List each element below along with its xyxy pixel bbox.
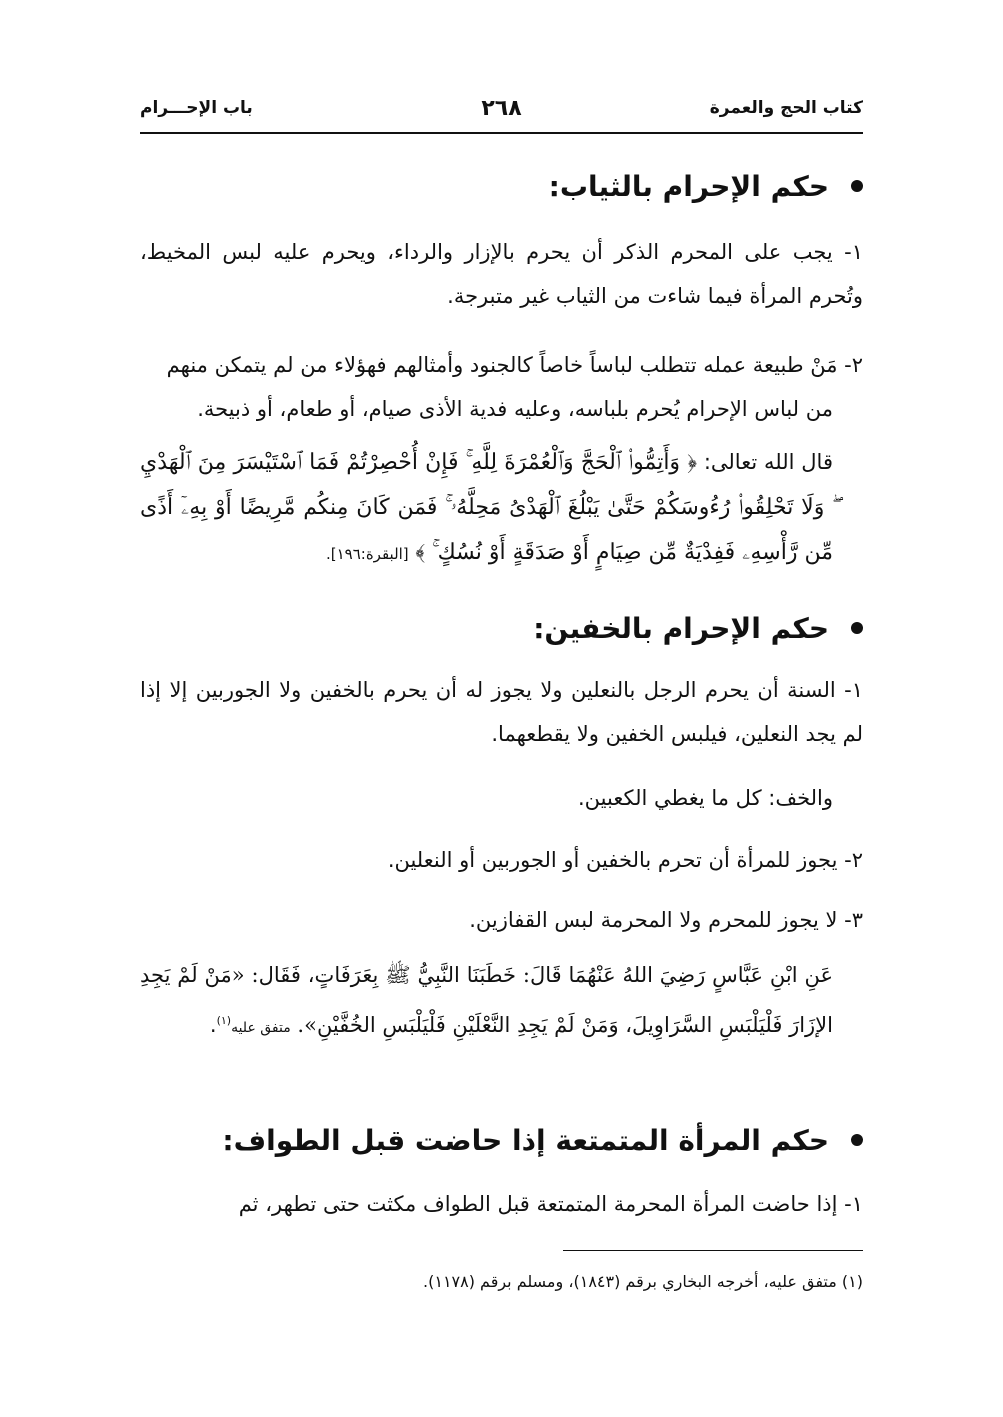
- heading-text: حكم الإحرام بالخفين:: [533, 612, 829, 645]
- quran-reference: [البقرة:١٩٦].: [325, 545, 409, 563]
- footnote-rule: [563, 1250, 863, 1251]
- heading-text: حكم المرأة المتمتعة إذا حاضت قبل الطواف:: [222, 1124, 829, 1157]
- paragraph-khuff-2: ٢- يجوز للمرأة أن تحرم بالخفين أو الجوربين أو النعلين.: [387, 848, 863, 872]
- paragraph-khuff-3: ٣- لا يجوز للمحرم ولا المحرمة لبس القفازين.: [469, 908, 863, 932]
- hadith-block: عَنِ ابْنِ عَبَّاسٍ رَضِيَ اللهُ عَنْهُمَا قَالَ: خَطَبَنَا النَّبِيُّ ﷺ بِعَرَفَاتٍ، فَقَال: «مَنْ لَمْ يَجِدِ الإزَارَ فَلْيَلْبَسِ السَّرَاوِيلَ، وَمَنْ لَمْ يَجِدِ النَّعْلَيْنِ فَلْيَلْبَسِ الخُفَّيْنِ». متفق عليه$^{(١)}$.: [140, 963, 833, 1037]
- quran-verse-block: [140, 440, 863, 576]
- footnote-text: (١) متفق عليه، أخرجه البخاري برقم (١٨٤٣)، ومسلم برقم (١١٧٨).: [423, 1272, 863, 1291]
- section-heading-clothes: [140, 170, 863, 203]
- book-title: كتاب الحج والعمرة: [709, 98, 863, 118]
- paragraph-clothes-1: ١- يجب على المحرم الذكر أن يحرم بالإزار والرداء، ويحرم عليه لبس المخيط، وتُحرم المرأة فيما شاءت من الثياب غير متبرجة.: [140, 240, 863, 308]
- definition-khuff: والخف: كل ما يغطي الكعبين.: [578, 786, 833, 810]
- bullet-icon: [851, 1134, 863, 1146]
- paragraph-menstruation-1: ١- إذا حاضت المرأة المحرمة المتمتعة قبل الطواف مكثت حتى تطهر، ثم: [238, 1192, 863, 1216]
- paragraph-clothes-2-line1: ٢- مَنْ طبيعة عمله تتطلب لباساً خاصاً كالجنود وأمثالهم فهؤلاء من لم يتمكن منهم: [166, 353, 863, 377]
- heading-text: حكم الإحرام بالثياب:: [548, 170, 829, 203]
- chapter-title: باب الإحـــرام: [140, 98, 253, 118]
- bullet-icon: [851, 180, 863, 192]
- section-heading-menstruation: [140, 1124, 863, 1157]
- running-header: [140, 98, 863, 126]
- hadith-text: عَنِ ابْنِ عَبَّاسٍ رَضِيَ اللهُ عَنْهُمَا قَالَ: خَطَبَنَا النَّبِيُّ ﷺ بِعَرَفَاتٍ، فَقَال: «مَنْ لَمْ يَجِدِ الإزَارَ فَلْيَلْبَسِ السَّرَاوِيلَ، وَمَنْ لَمْ يَجِدِ النَّعْلَيْنِ فَلْيَلْبَسِ الخُفَّيْنِ».: [140, 963, 833, 1037]
- paragraph-khuff-1: ١- السنة أن يحرم الرجل بالنعلين ولا يجوز له أن يحرم بالخفين ولا الجوربين إلا إذا لم يجد النعلين، فيلبس الخفين ولا يقطعهما.: [140, 678, 863, 746]
- footnote-marker[interactable]: (١): [216, 1014, 232, 1027]
- page-number: ٢٦٨: [481, 96, 522, 121]
- header-rule: [140, 132, 863, 134]
- quran-intro: قال الله تعالى:: [703, 450, 833, 474]
- quran-text: ﴿ وَأَتِمُّوا۟ ٱلْحَجَّ وَٱلْعُمْرَةَ لِلَّهِ ۚ فَإِنْ أُحْصِرْتُمْ فَمَا ٱسْتَيْسَرَ مِنَ ٱلْهَدْيِ ۖ وَلَا تَحْلِقُوا۟ رُءُوسَكُمْ حَتَّىٰ يَبْلُغَ ٱلْهَدْىُ مَحِلَّهُۥ ۚ فَمَن كَانَ مِنكُم مَّرِيضًا أَوْ بِهِۦٓ أَذًى مِّن رَّأْسِهِۦ فَفِدْيَةٌ مِّن صِيَامٍ أَوْ صَدَقَةٍ أَوْ نُسُكٍ ۚ ﴾: [140, 450, 833, 565]
- section-heading-khuff: [140, 612, 863, 645]
- hadith-source: متفق عليه: [231, 1020, 291, 1036]
- paragraph-clothes-2-line2: من لباس الإحرام يُحرم بلباسه، وعليه فدية الأذى صيام، أو طعام، أو ذبيحة.: [197, 397, 833, 421]
- bullet-icon: [851, 622, 863, 634]
